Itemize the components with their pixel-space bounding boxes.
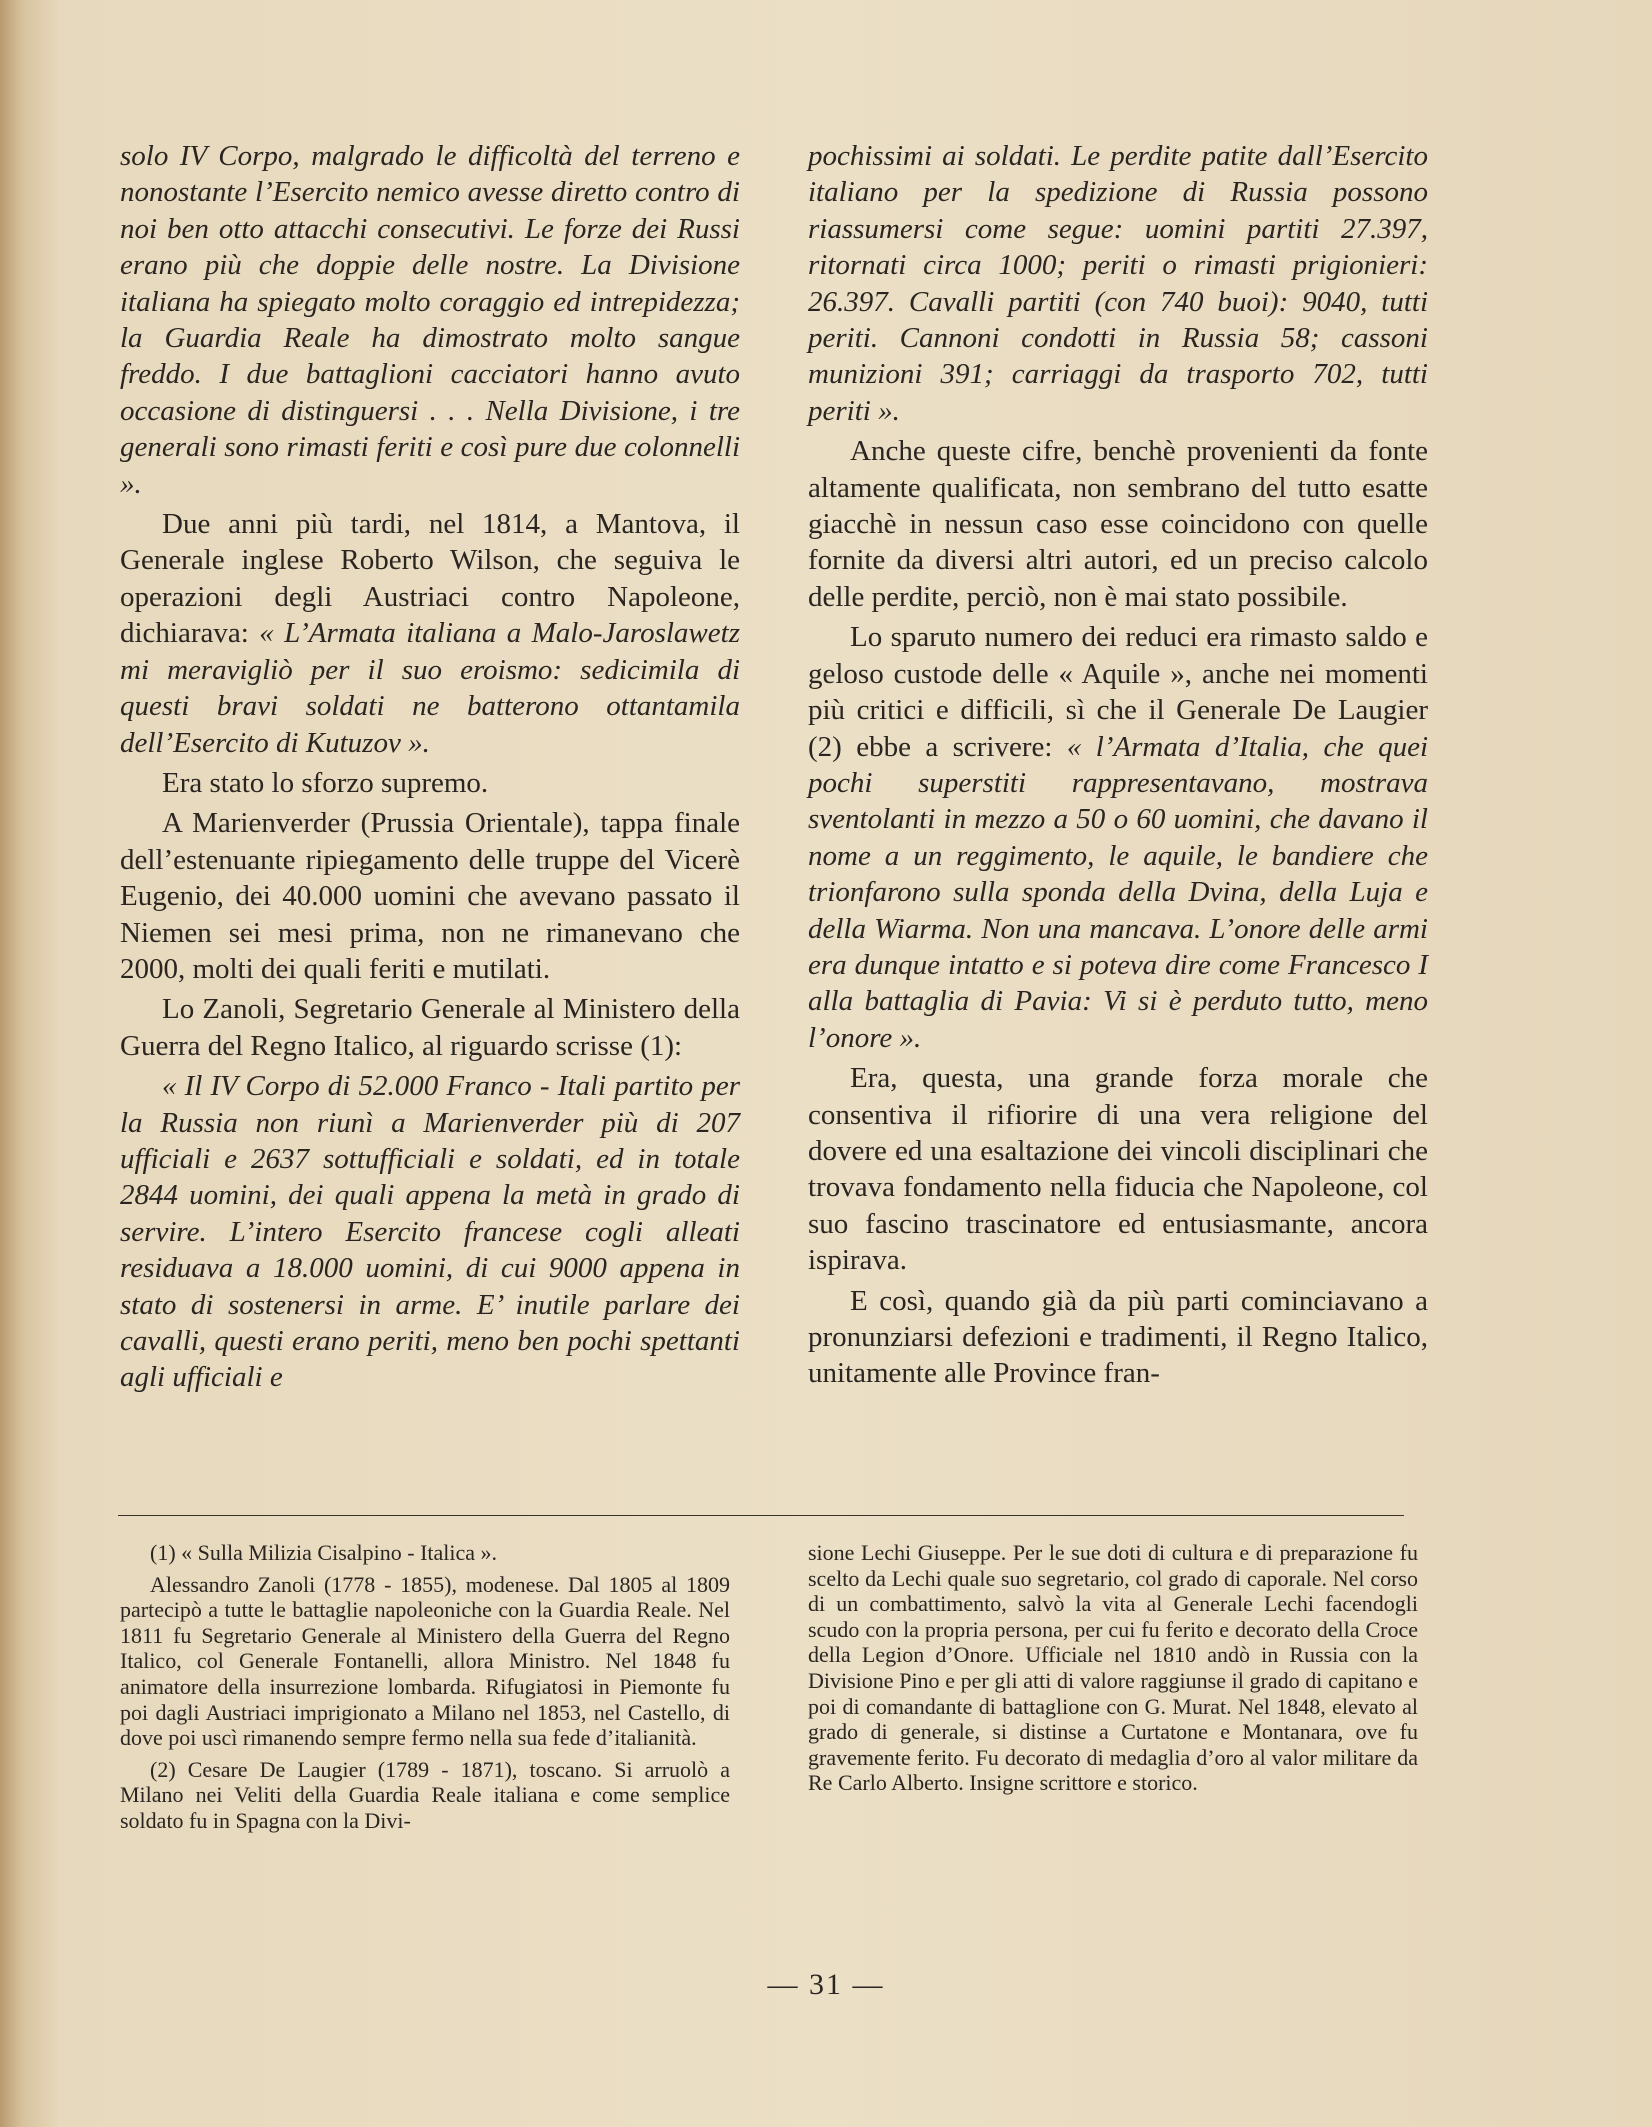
wilson-text: Due anni più tardi, nel 1814, a Mantova, il Generale inglese Roberto Wilson, che seguiva le operazioni degli Austriaci contro Napoleone, dichiarava: <box>120 508 740 650</box>
paragraph-wilson <box>120 506 740 761</box>
paragraph-marienverder: A Marienverder (Prussia Orientale), tappa finale dell’estenuante ripiegamento delle truppe del Vicerè Eugenio, dei 40.000 uomini che avevano passato il Niemen sei mesi prima, non ne rimanevano che 2000, molti dei quali feriti e mutilati. <box>120 807 740 985</box>
footnote-1-body: Alessandro Zanoli (1778 - 1855), modenese. Dal 1805 al 1809 partecipò a tutte le battaglie napoleoniche con la Guardia Reale. Nel 1811 fu Segretario Generale al Ministero della Guerra del Regno Italico, col Generale Fontanelli, allora Ministro. Nel 1848 fu animatore della insurrezione lombarda. Rifugiatosi in Piemonte fu poi dagli Austriaci imprigionato a Milano nel 1853, nel Castello, di dove poi uscì rimanendo sempre fermo nella sua fede d’italianità. <box>120 1571 730 1751</box>
footnote-1-title: (1) « Sulla Milizia Cisalpino - Italica ». <box>150 1540 498 1565</box>
paragraph-zanoli: Lo Zanoli, Segretario Generale al Ministero della Guerra del Regno Italico, al riguardo scrisse (1): <box>120 993 740 1062</box>
paragraph-reduci <box>808 619 1428 1056</box>
wilson-quote: « L’Armata italiana a Malo-Jaroslawetz mi meravigliò per il suo eroismo: sedicimila di questi bravi soldati ne batterono ottantamila dell’Esercito di Kutuzov ». <box>120 617 740 759</box>
paragraph-quote-continuation: solo IV Corpo, malgrado le difficoltà del terreno e nonostante l’Esercito nemico avesse diretto contro di noi ben otto attacchi consecutivi. Le forze dei Russi erano più che doppie delle nostre. La Divisione italiana ha spiegato molto coraggio ed intrepidezza; la Guardia Reale ha dimostrato molto sangue freddo. I due battaglioni cacciatori hanno avuto occasione di distinguersi . . . Nella Divisione, i tre generali sono rimasti feriti e così pure due colonnelli ». <box>120 140 740 500</box>
footnotes-right <box>808 1540 1418 1802</box>
laugier-quote: « l’Armata d’Italia, che quei pochi superstiti rappresentavano, mostrava sventolanti in mezzo a 50 o 60 uomini, che davano il nome a un reggimento, le aquile, le bandiere che trionfarono sulla sponda della Dvina, della Luja e della Wiarma. Non una mancava. L’onore delle armi era dunque intatto e si poteva dire come Francesco I alla battaglia di Pavia: Vi si è perduto tutto, meno l’onore ». <box>808 730 1429 1054</box>
footnote-divider <box>118 1515 1404 1516</box>
footnotes-left <box>120 1540 730 1840</box>
paragraph-losses-quote: pochissimi ai soldati. Le perdite patite dall’Esercito italiano per la spedizione di Russia possono riassumersi come segue: uomini partiti 27.397, ritornati circa 1000; periti o rimasti prigionieri: 26.397. Cavalli partiti (con 740 buoi): 9040, tutti periti. Cannoni condotti in Russia 58; cassoni munizioni 391; carriaggi da trasporto 702, tutti periti ». <box>808 140 1428 427</box>
page-number: — 31 — <box>767 1968 885 2001</box>
footnote-2-start: (2) Cesare De Laugier (1789 - 1871), toscano. Si arruolò a Milano nei Veliti della Guardia Reale italiana e come semplice soldato fu in Spagna con la Divi- <box>120 1756 730 1833</box>
footnote-2-continuation: sione Lechi Giuseppe. Per le sue doti di cultura e di preparazione fu scelto da Lechi quale suo segretario, col grado di caporale. Nel corso di un combattimento, salvò la vita al Generale Lechi facendogli scudo con la propria persona, per cui fu ferito e decorato della Croce della Legion d’Onore. Ufficiale nel 1810 andò in Russia con la Divisione Pino e per gli atti di valore raggiunse il grado di capitano e poi di comandante di battaglione con G. Murat. Nel 1848, elevato al grado di generale, si distinse a Curtatone e Montanara, ove fu gravemente ferito. Fu decorato di medaglia d’oro al valor militare da Re Carlo Alberto. Insigne scrittore e storico. <box>808 1540 1418 1796</box>
paragraph-sforzo: Era stato lo sforzo supremo. <box>162 766 489 799</box>
right-column <box>808 138 1428 1396</box>
paragraph-zanoli-quote: « Il IV Corpo di 52.000 Franco - Itali partito per la Russia non riunì a Marienverder più di 207 ufficiali e 2637 sottufficiali e soldati, ed in totale 2844 uomini, dei quali appena la metà in grado di servire. L’intero Esercito francese cogli alleati residuava a 18.000 uomini, di cui 9000 appena in stato di sostenersi in arme. E’ inutile parlare dei cavalli, questi erano periti, meno ben pochi spettanti agli ufficiali e <box>120 1070 740 1394</box>
left-column <box>120 138 740 1400</box>
reduci-text: Lo sparuto numero dei reduci era rimasto saldo e geloso custode delle « Aquile », anche nei momenti più critici e difficili, sì che il Generale De Laugier (2) ebbe a scrivere: <box>808 621 1428 763</box>
paragraph-defezioni: E così, quando già da più parti cominciavano a pronunziarsi defezioni e tradimenti, il Regno Italico, unitamente alle Province fran- <box>808 1284 1428 1390</box>
paragraph-cifre: Anche queste cifre, benchè provenienti da fonte altamente qualificata, non sembrano del tutto esatte giacchè in nessun caso esse coincidono con quelle fornite da diversi altri autori, ed un preciso calcolo delle perdite, perciò, non è mai stato possibile. <box>808 435 1428 613</box>
paragraph-forza-morale: Era, questa, una grande forza morale che consentiva il rifiorire di una vera religione del dovere ed una esaltazione dei vincoli disciplinari che trovava fondamento nella fiducia che Napoleone, col suo fascino trascinatore ed entusiasmante, ancora ispirava. <box>808 1062 1428 1277</box>
